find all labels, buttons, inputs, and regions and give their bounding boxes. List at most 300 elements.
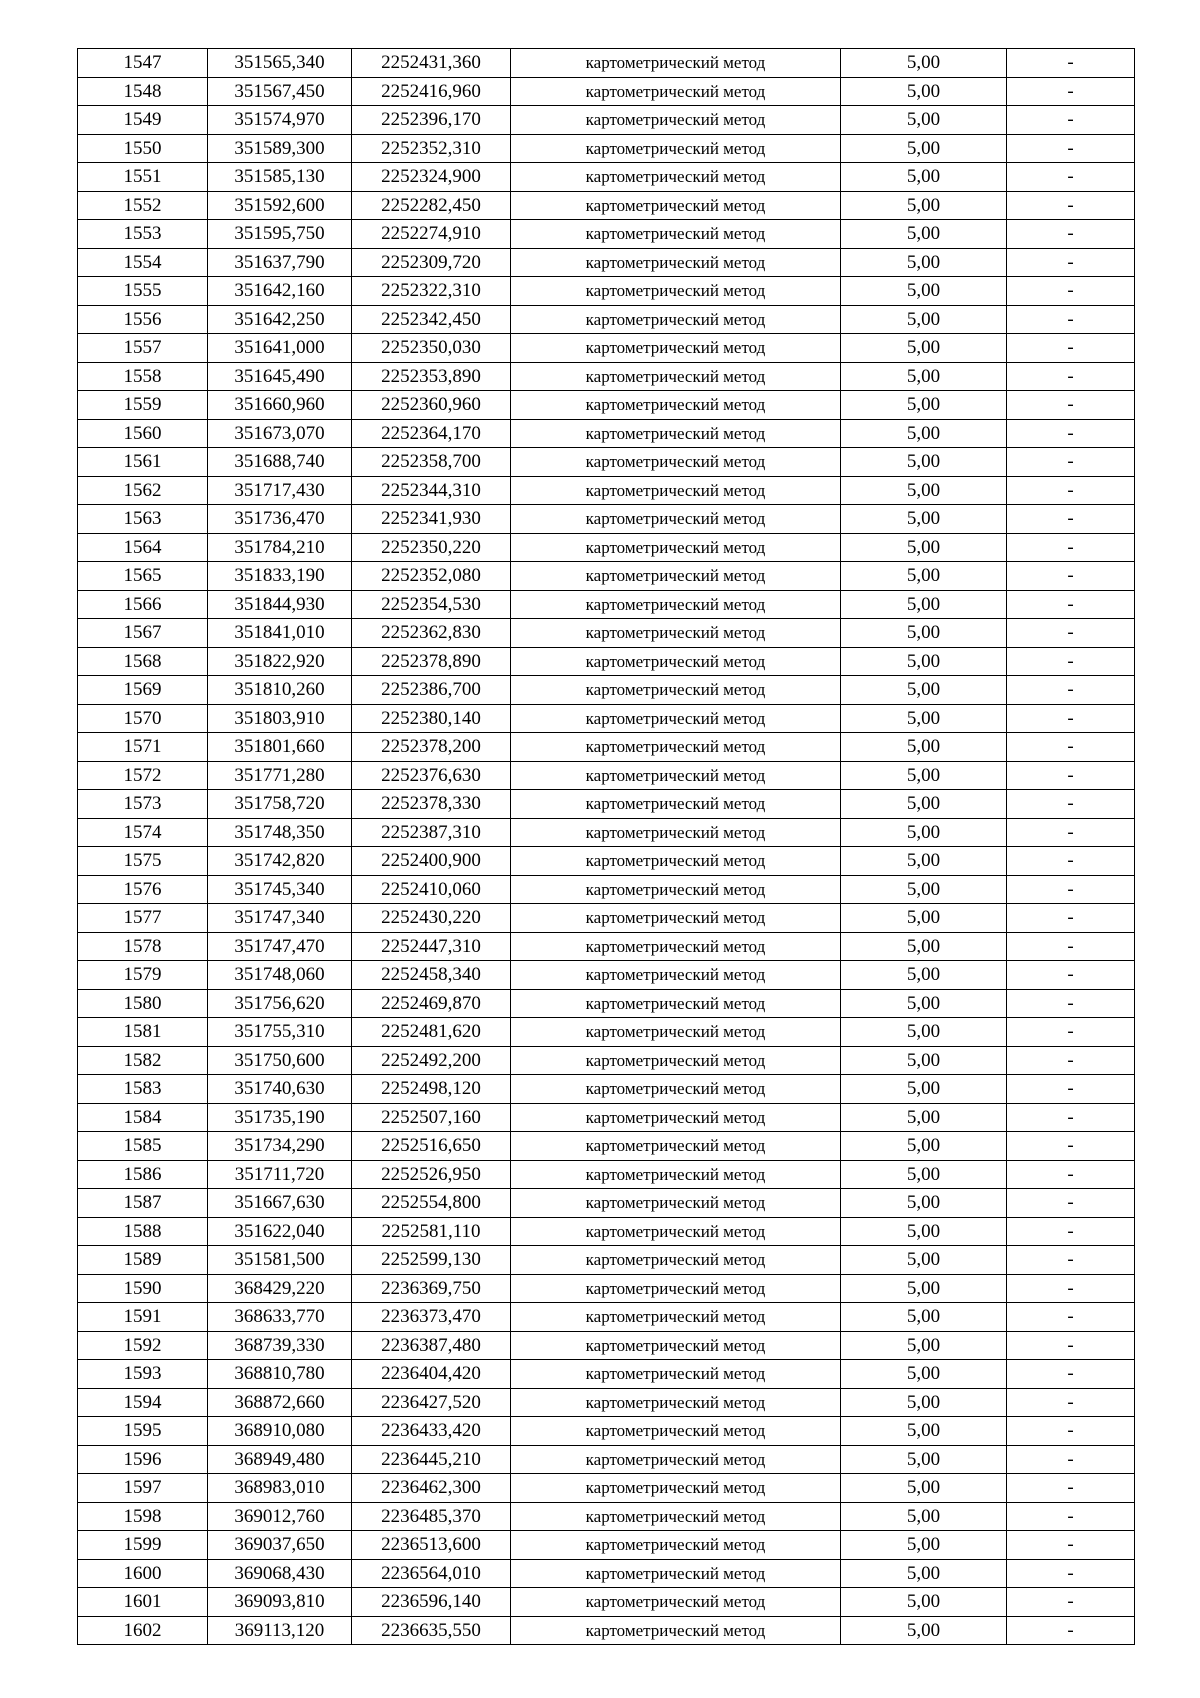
coordinate-y-cell: 2236485,370 [352, 1502, 511, 1531]
description-cell: - [1007, 562, 1135, 591]
precision-cell: 5,00 [841, 1502, 1007, 1531]
coordinate-y-cell: 2236635,550 [352, 1616, 511, 1645]
table-row [78, 875, 1135, 904]
precision-cell: 5,00 [841, 590, 1007, 619]
point-number-cell: 1555 [78, 277, 208, 306]
table-row [78, 1474, 1135, 1503]
coordinate-x-cell: 351688,740 [208, 448, 352, 477]
point-number-cell: 1591 [78, 1303, 208, 1332]
description-cell: - [1007, 419, 1135, 448]
precision-cell: 5,00 [841, 533, 1007, 562]
coordinate-x-cell: 351844,930 [208, 590, 352, 619]
coordinate-y-cell: 2252386,700 [352, 676, 511, 705]
description-cell: - [1007, 1616, 1135, 1645]
description-cell: - [1007, 1360, 1135, 1389]
method-cell: картометрический метод [511, 305, 841, 334]
coordinate-y-cell: 2236427,520 [352, 1388, 511, 1417]
table-row [78, 220, 1135, 249]
coordinate-x-cell: 351711,720 [208, 1160, 352, 1189]
description-cell: - [1007, 1474, 1135, 1503]
description-cell: - [1007, 1417, 1135, 1446]
table-row [78, 676, 1135, 705]
method-cell: картометрический метод [511, 248, 841, 277]
description-cell: - [1007, 277, 1135, 306]
precision-cell: 5,00 [841, 1388, 1007, 1417]
point-number-cell: 1592 [78, 1331, 208, 1360]
coordinate-x-cell: 351747,470 [208, 932, 352, 961]
description-cell: - [1007, 1046, 1135, 1075]
method-cell: картометрический метод [511, 761, 841, 790]
point-number-cell: 1556 [78, 305, 208, 334]
precision-cell: 5,00 [841, 334, 1007, 363]
precision-cell: 5,00 [841, 277, 1007, 306]
coordinate-x-cell: 351758,720 [208, 790, 352, 819]
precision-cell: 5,00 [841, 562, 1007, 591]
point-number-cell: 1601 [78, 1588, 208, 1617]
description-cell: - [1007, 676, 1135, 705]
description-cell: - [1007, 847, 1135, 876]
point-number-cell: 1587 [78, 1189, 208, 1218]
precision-cell: 5,00 [841, 305, 1007, 334]
table-row [78, 790, 1135, 819]
coordinate-y-cell: 2236373,470 [352, 1303, 511, 1332]
description-cell: - [1007, 704, 1135, 733]
method-cell: картометрический метод [511, 391, 841, 420]
method-cell: картометрический метод [511, 1331, 841, 1360]
point-number-cell: 1597 [78, 1474, 208, 1503]
coordinate-x-cell: 351771,280 [208, 761, 352, 790]
coordinate-y-cell: 2252498,120 [352, 1075, 511, 1104]
description-cell: - [1007, 1388, 1135, 1417]
description-cell: - [1007, 989, 1135, 1018]
precision-cell: 5,00 [841, 419, 1007, 448]
description-cell: - [1007, 505, 1135, 534]
method-cell: картометрический метод [511, 1075, 841, 1104]
coordinate-x-cell: 351645,490 [208, 362, 352, 391]
description-cell: - [1007, 1018, 1135, 1047]
description-cell: - [1007, 790, 1135, 819]
description-cell: - [1007, 220, 1135, 249]
coordinate-x-cell: 369068,430 [208, 1559, 352, 1588]
precision-cell: 5,00 [841, 1588, 1007, 1617]
coordinate-x-cell: 351717,430 [208, 476, 352, 505]
coordinate-y-cell: 2236462,300 [352, 1474, 511, 1503]
coordinate-x-cell: 369037,650 [208, 1531, 352, 1560]
coordinate-x-cell: 351585,130 [208, 163, 352, 192]
description-cell: - [1007, 362, 1135, 391]
table-row [78, 1331, 1135, 1360]
method-cell: картометрический метод [511, 505, 841, 534]
coordinate-x-cell: 351801,660 [208, 733, 352, 762]
description-cell: - [1007, 590, 1135, 619]
point-number-cell: 1594 [78, 1388, 208, 1417]
precision-cell: 5,00 [841, 1246, 1007, 1275]
coordinate-y-cell: 2252554,800 [352, 1189, 511, 1218]
description-cell: - [1007, 1160, 1135, 1189]
precision-cell: 5,00 [841, 1445, 1007, 1474]
table-row [78, 932, 1135, 961]
table-row [78, 989, 1135, 1018]
table-row [78, 419, 1135, 448]
precision-cell: 5,00 [841, 1474, 1007, 1503]
table-row [78, 847, 1135, 876]
table-row [78, 818, 1135, 847]
coordinate-x-cell: 369093,810 [208, 1588, 352, 1617]
coordinate-x-cell: 351595,750 [208, 220, 352, 249]
table-row [78, 391, 1135, 420]
coordinate-x-cell: 351756,620 [208, 989, 352, 1018]
description-cell: - [1007, 733, 1135, 762]
point-number-cell: 1549 [78, 106, 208, 135]
coordinate-y-cell: 2236433,420 [352, 1417, 511, 1446]
description-cell: - [1007, 1502, 1135, 1531]
description-cell: - [1007, 77, 1135, 106]
coordinate-x-cell: 351736,470 [208, 505, 352, 534]
precision-cell: 5,00 [841, 220, 1007, 249]
point-number-cell: 1553 [78, 220, 208, 249]
method-cell: картометрический метод [511, 619, 841, 648]
precision-cell: 5,00 [841, 733, 1007, 762]
table-row [78, 362, 1135, 391]
method-cell: картометрический метод [511, 1531, 841, 1560]
coordinate-y-cell: 2252282,450 [352, 191, 511, 220]
method-cell: картометрический метод [511, 476, 841, 505]
point-number-cell: 1580 [78, 989, 208, 1018]
method-cell: картометрический метод [511, 932, 841, 961]
coordinate-x-cell: 351742,820 [208, 847, 352, 876]
point-number-cell: 1562 [78, 476, 208, 505]
coordinate-x-cell: 351642,250 [208, 305, 352, 334]
description-cell: - [1007, 1132, 1135, 1161]
description-cell: - [1007, 248, 1135, 277]
coordinate-y-cell: 2252458,340 [352, 961, 511, 990]
point-number-cell: 1568 [78, 647, 208, 676]
precision-cell: 5,00 [841, 961, 1007, 990]
coordinate-x-cell: 351641,000 [208, 334, 352, 363]
coordinate-y-cell: 2252352,310 [352, 134, 511, 163]
precision-cell: 5,00 [841, 818, 1007, 847]
table-row [78, 49, 1135, 78]
description-cell: - [1007, 1445, 1135, 1474]
coordinate-y-cell: 2236387,480 [352, 1331, 511, 1360]
point-number-cell: 1578 [78, 932, 208, 961]
description-cell: - [1007, 904, 1135, 933]
table-row [78, 533, 1135, 562]
description-cell: - [1007, 448, 1135, 477]
coordinate-y-cell: 2252431,360 [352, 49, 511, 78]
table-row [78, 1417, 1135, 1446]
precision-cell: 5,00 [841, 1417, 1007, 1446]
table-row [78, 1274, 1135, 1303]
coordinate-x-cell: 368633,770 [208, 1303, 352, 1332]
coordinate-x-cell: 351673,070 [208, 419, 352, 448]
method-cell: картометрический метод [511, 1588, 841, 1617]
coordinate-y-cell: 2252350,030 [352, 334, 511, 363]
precision-cell: 5,00 [841, 49, 1007, 78]
description-cell: - [1007, 619, 1135, 648]
method-cell: картометрический метод [511, 334, 841, 363]
method-cell: картометрический метод [511, 989, 841, 1018]
method-cell: картометрический метод [511, 1018, 841, 1047]
precision-cell: 5,00 [841, 704, 1007, 733]
method-cell: картометрический метод [511, 1246, 841, 1275]
coordinate-x-cell: 369113,120 [208, 1616, 352, 1645]
table-row [78, 1075, 1135, 1104]
coordinate-y-cell: 2252416,960 [352, 77, 511, 106]
table-row [78, 1588, 1135, 1617]
point-number-cell: 1576 [78, 875, 208, 904]
precision-cell: 5,00 [841, 1217, 1007, 1246]
method-cell: картометрический метод [511, 1445, 841, 1474]
point-number-cell: 1590 [78, 1274, 208, 1303]
point-number-cell: 1570 [78, 704, 208, 733]
method-cell: картометрический метод [511, 562, 841, 591]
table-row [78, 334, 1135, 363]
coordinate-y-cell: 2252481,620 [352, 1018, 511, 1047]
method-cell: картометрический метод [511, 419, 841, 448]
coordinate-x-cell: 351581,500 [208, 1246, 352, 1275]
precision-cell: 5,00 [841, 505, 1007, 534]
point-number-cell: 1550 [78, 134, 208, 163]
precision-cell: 5,00 [841, 761, 1007, 790]
method-cell: картометрический метод [511, 77, 841, 106]
coordinate-y-cell: 2252342,450 [352, 305, 511, 334]
point-number-cell: 1565 [78, 562, 208, 591]
table-row [78, 1103, 1135, 1132]
coordinate-x-cell: 351642,160 [208, 277, 352, 306]
point-number-cell: 1584 [78, 1103, 208, 1132]
method-cell: картометрический метод [511, 533, 841, 562]
description-cell: - [1007, 476, 1135, 505]
table-row [78, 619, 1135, 648]
table-row [78, 1502, 1135, 1531]
precision-cell: 5,00 [841, 1018, 1007, 1047]
precision-cell: 5,00 [841, 1075, 1007, 1104]
coordinate-y-cell: 2252410,060 [352, 875, 511, 904]
point-number-cell: 1564 [78, 533, 208, 562]
method-cell: картометрический метод [511, 362, 841, 391]
document-page [77, 48, 1134, 1645]
precision-cell: 5,00 [841, 248, 1007, 277]
precision-cell: 5,00 [841, 1160, 1007, 1189]
coordinate-x-cell: 368910,080 [208, 1417, 352, 1446]
precision-cell: 5,00 [841, 362, 1007, 391]
precision-cell: 5,00 [841, 1189, 1007, 1218]
method-cell: картометрический метод [511, 49, 841, 78]
point-number-cell: 1600 [78, 1559, 208, 1588]
coordinate-x-cell: 368949,480 [208, 1445, 352, 1474]
point-number-cell: 1577 [78, 904, 208, 933]
description-cell: - [1007, 49, 1135, 78]
coordinate-y-cell: 2236564,010 [352, 1559, 511, 1588]
coordinate-y-cell: 2252396,170 [352, 106, 511, 135]
coordinate-y-cell: 2252341,930 [352, 505, 511, 534]
coordinate-y-cell: 2252378,890 [352, 647, 511, 676]
coordinate-x-cell: 368872,660 [208, 1388, 352, 1417]
method-cell: картометрический метод [511, 1132, 841, 1161]
method-cell: картометрический метод [511, 1388, 841, 1417]
table-row [78, 1559, 1135, 1588]
point-number-cell: 1598 [78, 1502, 208, 1531]
coordinate-x-cell: 351592,600 [208, 191, 352, 220]
precision-cell: 5,00 [841, 647, 1007, 676]
description-cell: - [1007, 761, 1135, 790]
method-cell: картометрический метод [511, 818, 841, 847]
method-cell: картометрический метод [511, 1189, 841, 1218]
point-number-cell: 1599 [78, 1531, 208, 1560]
precision-cell: 5,00 [841, 904, 1007, 933]
point-number-cell: 1574 [78, 818, 208, 847]
table-row [78, 305, 1135, 334]
coordinate-x-cell: 369012,760 [208, 1502, 352, 1531]
description-cell: - [1007, 1559, 1135, 1588]
coordinate-y-cell: 2236369,750 [352, 1274, 511, 1303]
method-cell: картометрический метод [511, 676, 841, 705]
table-row [78, 590, 1135, 619]
precision-cell: 5,00 [841, 1132, 1007, 1161]
table-row [78, 134, 1135, 163]
coordinate-x-cell: 368810,780 [208, 1360, 352, 1389]
method-cell: картометрический метод [511, 1502, 841, 1531]
method-cell: картометрический метод [511, 1559, 841, 1588]
coordinate-y-cell: 2252492,200 [352, 1046, 511, 1075]
method-cell: картометрический метод [511, 1417, 841, 1446]
method-cell: картометрический метод [511, 1274, 841, 1303]
precision-cell: 5,00 [841, 391, 1007, 420]
coordinate-y-cell: 2252353,890 [352, 362, 511, 391]
precision-cell: 5,00 [841, 163, 1007, 192]
description-cell: - [1007, 134, 1135, 163]
precision-cell: 5,00 [841, 1360, 1007, 1389]
precision-cell: 5,00 [841, 1531, 1007, 1560]
precision-cell: 5,00 [841, 134, 1007, 163]
method-cell: картометрический метод [511, 904, 841, 933]
point-number-cell: 1596 [78, 1445, 208, 1474]
coordinate-y-cell: 2236513,600 [352, 1531, 511, 1560]
description-cell: - [1007, 391, 1135, 420]
coordinate-y-cell: 2252309,720 [352, 248, 511, 277]
table-row [78, 961, 1135, 990]
coordinate-x-cell: 351567,450 [208, 77, 352, 106]
coordinate-y-cell: 2252507,160 [352, 1103, 511, 1132]
table-row [78, 1160, 1135, 1189]
table-body [78, 49, 1135, 1645]
table-row [78, 277, 1135, 306]
description-cell: - [1007, 1588, 1135, 1617]
coordinate-y-cell: 2252344,310 [352, 476, 511, 505]
precision-cell: 5,00 [841, 790, 1007, 819]
coordinate-y-cell: 2252387,310 [352, 818, 511, 847]
table-row [78, 1616, 1135, 1645]
description-cell: - [1007, 1246, 1135, 1275]
point-number-cell: 1575 [78, 847, 208, 876]
method-cell: картометрический метод [511, 134, 841, 163]
coordinates-table [77, 48, 1135, 1645]
coordinate-y-cell: 2252516,650 [352, 1132, 511, 1161]
precision-cell: 5,00 [841, 106, 1007, 135]
table-row [78, 248, 1135, 277]
table-row [78, 448, 1135, 477]
description-cell: - [1007, 1075, 1135, 1104]
table-row [78, 77, 1135, 106]
coordinate-x-cell: 351667,630 [208, 1189, 352, 1218]
point-number-cell: 1602 [78, 1616, 208, 1645]
point-number-cell: 1548 [78, 77, 208, 106]
table-row [78, 1217, 1135, 1246]
method-cell: картометрический метод [511, 191, 841, 220]
point-number-cell: 1566 [78, 590, 208, 619]
description-cell: - [1007, 875, 1135, 904]
coordinate-y-cell: 2252526,950 [352, 1160, 511, 1189]
coordinate-y-cell: 2252352,080 [352, 562, 511, 591]
precision-cell: 5,00 [841, 77, 1007, 106]
point-number-cell: 1581 [78, 1018, 208, 1047]
precision-cell: 5,00 [841, 448, 1007, 477]
point-number-cell: 1569 [78, 676, 208, 705]
coordinate-y-cell: 2252362,830 [352, 619, 511, 648]
description-cell: - [1007, 1103, 1135, 1132]
coordinate-x-cell: 351747,340 [208, 904, 352, 933]
point-number-cell: 1572 [78, 761, 208, 790]
coordinate-x-cell: 351745,340 [208, 875, 352, 904]
coordinate-y-cell: 2252378,200 [352, 733, 511, 762]
coordinate-y-cell: 2252350,220 [352, 533, 511, 562]
coordinate-x-cell: 351748,060 [208, 961, 352, 990]
table-row [78, 904, 1135, 933]
table-row [78, 1303, 1135, 1332]
point-number-cell: 1552 [78, 191, 208, 220]
method-cell: картометрический метод [511, 1046, 841, 1075]
precision-cell: 5,00 [841, 1559, 1007, 1588]
point-number-cell: 1589 [78, 1246, 208, 1275]
coordinate-x-cell: 351750,600 [208, 1046, 352, 1075]
coordinate-x-cell: 351622,040 [208, 1217, 352, 1246]
description-cell: - [1007, 334, 1135, 363]
coordinate-y-cell: 2252376,630 [352, 761, 511, 790]
coordinate-x-cell: 351822,920 [208, 647, 352, 676]
table-row [78, 191, 1135, 220]
coordinate-y-cell: 2236445,210 [352, 1445, 511, 1474]
table-row [78, 1018, 1135, 1047]
point-number-cell: 1586 [78, 1160, 208, 1189]
coordinate-y-cell: 2252358,700 [352, 448, 511, 477]
description-cell: - [1007, 932, 1135, 961]
coordinate-y-cell: 2252378,330 [352, 790, 511, 819]
coordinate-y-cell: 2236596,140 [352, 1588, 511, 1617]
precision-cell: 5,00 [841, 932, 1007, 961]
table-row [78, 562, 1135, 591]
precision-cell: 5,00 [841, 676, 1007, 705]
method-cell: картометрический метод [511, 961, 841, 990]
precision-cell: 5,00 [841, 1274, 1007, 1303]
coordinate-x-cell: 351660,960 [208, 391, 352, 420]
table-row [78, 647, 1135, 676]
coordinate-x-cell: 351589,300 [208, 134, 352, 163]
point-number-cell: 1557 [78, 334, 208, 363]
method-cell: картометрический метод [511, 1616, 841, 1645]
method-cell: картометрический метод [511, 106, 841, 135]
coordinate-y-cell: 2252469,870 [352, 989, 511, 1018]
point-number-cell: 1573 [78, 790, 208, 819]
table-row [78, 1046, 1135, 1075]
description-cell: - [1007, 1189, 1135, 1218]
method-cell: картометрический метод [511, 1360, 841, 1389]
method-cell: картометрический метод [511, 733, 841, 762]
coordinate-y-cell: 2252322,310 [352, 277, 511, 306]
point-number-cell: 1588 [78, 1217, 208, 1246]
point-number-cell: 1560 [78, 419, 208, 448]
method-cell: картометрический метод [511, 590, 841, 619]
